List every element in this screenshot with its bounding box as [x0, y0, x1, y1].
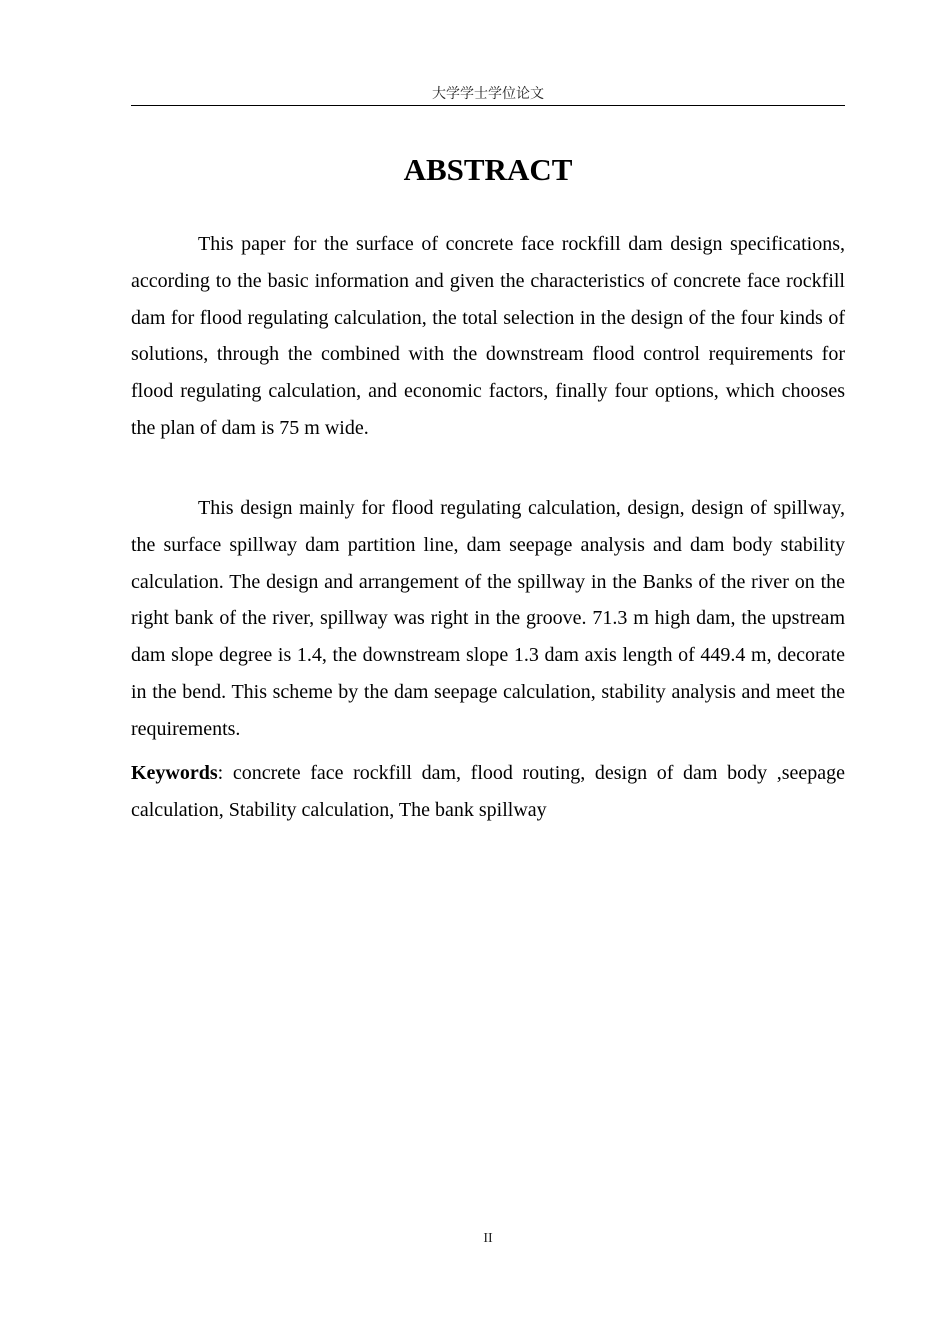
keywords-label: Keywords [131, 762, 218, 784]
keywords-paragraph [131, 755, 845, 829]
page-number: II [483, 1231, 493, 1246]
running-header: 大学学士学位论文 [432, 86, 544, 102]
abstract-paragraph-2: This design mainly for flood regulating calculation, design, design of spillway, the surface spillway dam partition line, dam seepage analysis and dam body stability calculation. The design and arrangement of the spillway in the Banks of the river on the right bank of the river, spillway was right in the groove. 71.3 m high dam, the upstream dam slope degree is 1.4, the downstream slope 1.3 dam axis length of 449.4 m, decorate in the bend. This scheme by the dam seepage calculation, stability analysis and meet the requirements. [131, 497, 845, 740]
header-rule [131, 105, 845, 106]
keywords-separator: : [217, 762, 224, 784]
abstract-title: ABSTRACT [403, 152, 573, 187]
abstract-paragraph-1: This paper for the surface of concrete face rockfill dam design specifications, according to the basic information and given the characteristics of concrete face rockfill dam for flood regulating calculation, the total selection in the design of the four kinds of solutions, through the combined with the downstream flood control requirements for flood regulating calculation, and economic factors, finally four options, which chooses the plan of dam is 75 m wide. [131, 233, 845, 439]
keywords-text: concrete face rockfill dam, flood routing, design of dam body ,seepage calculation, Stability calculation, The bank spillway [131, 762, 845, 821]
